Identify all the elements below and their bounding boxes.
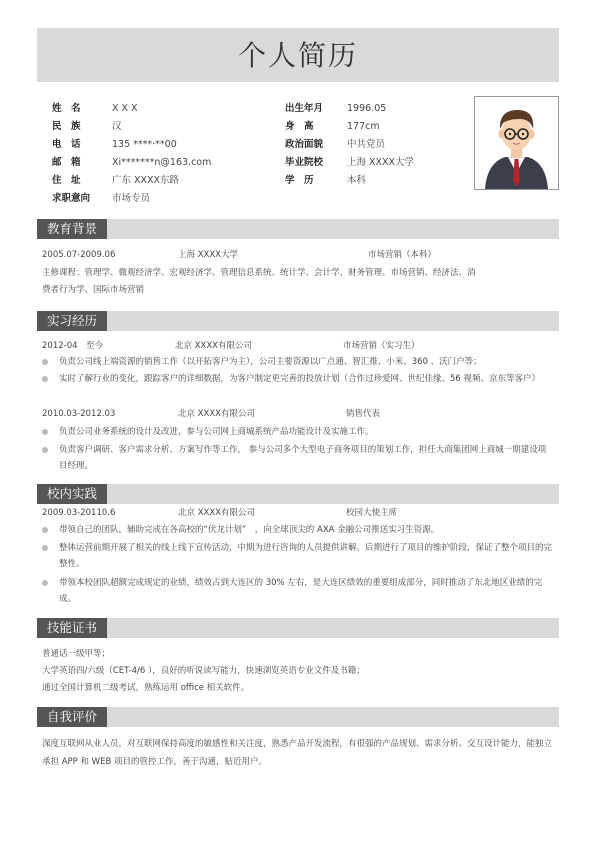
info-label: 住 址 xyxy=(52,175,81,186)
skill-line: 通过全国计算机二级考试，熟练运用 office 相关软件。 xyxy=(42,683,250,693)
section-header-self-evaluation xyxy=(37,707,559,727)
bullet-text: 负责客户调研、客户需求分析、方案写作等工作， 参与公司多个大型电子商务项目的策划工作，担任大商集团网上商城一期建设项目经理。 xyxy=(59,445,547,471)
info-value: 1996.05 xyxy=(347,103,387,114)
info-value: 汉 xyxy=(112,121,122,132)
info-value: 广东 XXXX东路 xyxy=(112,175,180,186)
bullet-icon xyxy=(42,429,48,435)
info-label: 学 历 xyxy=(285,175,314,186)
campus-role: 校园大使主席 xyxy=(346,508,398,518)
info-label: 姓 名 xyxy=(52,103,81,114)
list-item xyxy=(42,442,554,474)
bullet-icon xyxy=(42,359,48,365)
info-label: 电 话 xyxy=(52,139,81,150)
job-role: 市场营销（实习生） xyxy=(343,341,420,351)
info-value: Xi*******n@163.com xyxy=(112,157,212,168)
info-value: 177cm xyxy=(347,121,380,132)
info-label: 身 高 xyxy=(285,121,314,132)
section-header-campus xyxy=(37,484,559,504)
education-period: 2005.07-2009.06 xyxy=(42,250,116,260)
bullet-text: 负责公司线上端资源的销售工作（以开拓客户为主），公司主要资源以广点通、智汇推、小米、360 、沃门户等； xyxy=(59,357,482,367)
avatar xyxy=(474,96,559,190)
info-label: 出生年月 xyxy=(285,103,324,114)
campus-company: 北京 XXXX有限公司 xyxy=(178,508,255,518)
bullet-icon xyxy=(42,527,48,533)
section-title: 校内实践 xyxy=(37,484,107,504)
section-title: 实习经历 xyxy=(37,311,107,331)
info-label: 邮 箱 xyxy=(52,157,81,168)
job-period: 2010.03-2012.03 xyxy=(42,409,116,419)
info-label: 政治面貌 xyxy=(285,139,324,150)
info-label: 毕业院校 xyxy=(285,157,324,168)
avatar-illustration-icon xyxy=(475,97,558,189)
info-label: 求职意向 xyxy=(52,193,91,204)
section-title: 教育背景 xyxy=(37,219,107,239)
bullet-icon xyxy=(42,447,48,453)
list-item xyxy=(42,522,554,538)
info-value: 本科 xyxy=(347,175,367,186)
section-header-internship xyxy=(37,311,559,331)
list-item xyxy=(42,424,554,440)
bullet-icon xyxy=(42,545,48,551)
self-evaluation-text: 深度互联网从业人员，对互联网保持高度的敏感性和关注度，熟悉产品开发流程，有很强的产品规划、需求分析、交互设计能力，能独立承担 APP 和 WEB 项目的管控工作，善于沟通，贴近用户。 xyxy=(42,739,553,767)
list-item xyxy=(42,371,554,403)
info-value: 上海 XXXX大学 xyxy=(347,157,415,168)
education-courses-line-2: 费者行为学、国际市场营销 xyxy=(42,285,145,295)
education-school: 上海 XXXX大学 xyxy=(178,250,238,260)
skill-line: 大学英语四/六级（CET-4/6 ），良好的听说读写能力，快速浏览英语专业文件及书籍； xyxy=(42,666,365,676)
section-header-education xyxy=(37,219,559,239)
page-title: 个人简历 xyxy=(237,39,358,72)
info-value: X X X xyxy=(112,103,138,114)
job-company: 北京 XXXX有限公司 xyxy=(178,409,255,419)
bullet-icon xyxy=(42,376,48,382)
title-bar xyxy=(37,28,559,82)
section-header-skills xyxy=(37,618,559,638)
job-role: 销售代表 xyxy=(346,409,381,419)
info-value: 中共党员 xyxy=(347,139,386,150)
info-label: 民 族 xyxy=(52,121,81,132)
info-value: 135 ****·**00 xyxy=(112,139,177,150)
education-major: 市场营销（本科） xyxy=(368,250,437,260)
campus-period: 2009.03-20110.6 xyxy=(42,508,116,518)
list-item xyxy=(42,575,554,607)
info-value: 市场专员 xyxy=(112,193,151,204)
bullet-text: 整体运营前期开展了相关的线上线下宣传活动，中期为进行咨询的人员提供讲解。后期进行了项目的维护阶段，保证了整个项目的完整性。 xyxy=(59,543,553,569)
section-title: 技能证书 xyxy=(37,618,107,638)
bullet-text: 实时了解行业的变化，跟踪客户的详细数据，为客户制定更完善的投放计划（合作过珍爱网、世纪佳缘、56 视频、京东等客户） xyxy=(59,374,541,384)
education-courses-line-1: 主修课程：管理学、微观经济学、宏观经济学、管理信息系统、统计学、会计学、财务管理、市场营销、经济法、消 xyxy=(42,268,476,278)
skill-line: 普通话一级甲等； xyxy=(42,649,111,659)
list-item xyxy=(42,354,554,370)
bullet-text: 负责公司业务系统的设计及改进，参与公司网上商城系统产品功能设计及实施工作。 xyxy=(59,427,374,437)
bullet-icon xyxy=(42,580,48,586)
job-period: 2012-04 至今 xyxy=(42,341,104,351)
job-company: 北京 XXXX有限公司 xyxy=(175,341,252,351)
list-item xyxy=(42,540,554,572)
bullet-text: 带领自己的团队，辅助完成在各高校的“伏龙计划” ，向全球顶尖的 AXA 金融公司推送实习生资源。 xyxy=(59,525,440,535)
bullet-text: 带领本校团队超额完成规定的业绩，绩效占到大连区的 30% 左右，是大连区绩效的重要组成部分，同时推动了东北地区业绩的完成。 xyxy=(59,578,543,604)
section-title: 自我评价 xyxy=(37,707,107,727)
